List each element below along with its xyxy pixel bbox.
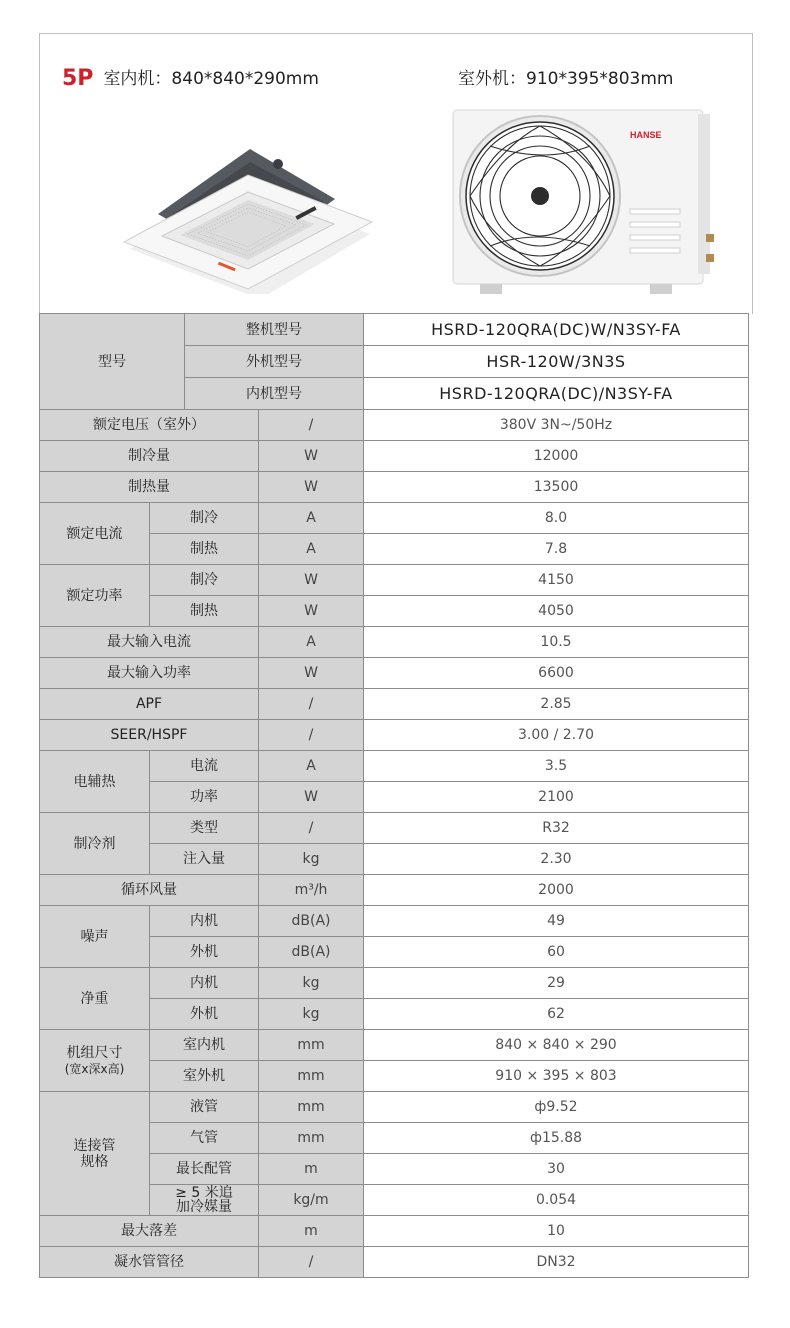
- table-row: [40, 1216, 749, 1247]
- indoor-size-text: 室内机：840*840*290mm: [103, 69, 319, 89]
- table-row: [40, 689, 749, 720]
- max-input-current-value: 10.5: [364, 627, 749, 658]
- seer-value: 3.00 / 2.70: [364, 720, 749, 751]
- rated-power-label: 额定功率: [40, 565, 150, 627]
- refrigerant-sub-label: 类型: [150, 813, 259, 844]
- seer-label: SEER/HSPF: [40, 720, 259, 751]
- refrigerant-unit: kg: [259, 844, 364, 875]
- net-weight-unit: kg: [259, 968, 364, 999]
- noise-value: 49: [364, 906, 749, 937]
- outdoor-unit-image: [450, 104, 715, 304]
- pipe-unit: m: [259, 1154, 364, 1185]
- rated-current-unit: A: [259, 534, 364, 565]
- rated-power-unit: W: [259, 565, 364, 596]
- heating-capacity-value: 13500: [364, 472, 749, 503]
- electric-heating-sub-label: 功率: [150, 782, 259, 813]
- max-height-diff-unit: m: [259, 1216, 364, 1247]
- table-row: [40, 813, 749, 844]
- pipe-value: 30: [364, 1154, 749, 1185]
- table-row: [40, 314, 749, 346]
- pipe-unit: mm: [259, 1092, 364, 1123]
- table-row: [40, 1247, 749, 1278]
- rated-power-sub-label: 制冷: [150, 565, 259, 596]
- max-input-current-unit: A: [259, 627, 364, 658]
- net-weight-unit: kg: [259, 999, 364, 1030]
- table-row: [40, 720, 749, 751]
- table-row: [40, 441, 749, 472]
- pipe-sub-label: 最长配管: [150, 1154, 259, 1185]
- max-height-diff-value: 10: [364, 1216, 749, 1247]
- model-row-value: HSRD-120QRA(DC)/N3SY-FA: [364, 378, 749, 410]
- table-row: [40, 968, 749, 999]
- table-row: [40, 906, 749, 937]
- table-row: [40, 658, 749, 689]
- rated-power-value: 4050: [364, 596, 749, 627]
- spec-table: [39, 313, 749, 1278]
- unit-size-sublabel: (宽x深x高): [64, 1061, 125, 1076]
- table-row: [40, 472, 749, 503]
- unit-size-title: 机组尺寸: [66, 1044, 123, 1061]
- max-input-power-label: 最大输入功率: [40, 658, 259, 689]
- pipe-value: ф15.88: [364, 1123, 749, 1154]
- net-weight-sub-label: 内机: [150, 968, 259, 999]
- model-row-label: 整机型号: [185, 314, 364, 346]
- apf-label: APF: [40, 689, 259, 720]
- unit-size-unit: mm: [259, 1061, 364, 1092]
- noise-value: 60: [364, 937, 749, 968]
- unit-size-sub-label: 室内机: [150, 1030, 259, 1061]
- rated-voltage-unit: /: [259, 410, 364, 441]
- rated-current-value: 7.8: [364, 534, 749, 565]
- indoor-unit-image: [110, 104, 380, 294]
- cooling-capacity-value: 12000: [364, 441, 749, 472]
- pipe-unit: kg/m: [259, 1185, 364, 1216]
- refrigerant-unit: /: [259, 813, 364, 844]
- electric-heating-label: 电辅热: [40, 751, 150, 813]
- seer-unit: /: [259, 720, 364, 751]
- table-row: [40, 410, 749, 441]
- max-input-power-value: 6600: [364, 658, 749, 689]
- rated-current-unit: A: [259, 503, 364, 534]
- unit-size-label: [40, 1030, 150, 1092]
- cooling-capacity-label: 制冷量: [40, 441, 259, 472]
- noise-label: 噪声: [40, 906, 150, 968]
- refrigerant-value: R32: [364, 813, 749, 844]
- airflow-unit: m³/h: [259, 875, 364, 906]
- refrigerant-value: 2.30: [364, 844, 749, 875]
- drain-pipe-label: 凝水管管径: [40, 1247, 259, 1278]
- noise-unit: dB(A): [259, 906, 364, 937]
- net-weight-sub-label: 外机: [150, 999, 259, 1030]
- pipe-label: [40, 1092, 150, 1216]
- refrigerant-sub-label: 注入量: [150, 844, 259, 875]
- rated-power-sub-label: 制热: [150, 596, 259, 627]
- extra-refrigerant-label: ≥ 5 米追加冷媒量: [175, 1185, 233, 1215]
- table-row: [40, 503, 749, 534]
- product-image-panel: [39, 33, 753, 314]
- heating-capacity-unit: W: [259, 472, 364, 503]
- pipe-unit: mm: [259, 1123, 364, 1154]
- model-label: 型号: [40, 314, 185, 410]
- unit-size-sub-label: 室外机: [150, 1061, 259, 1092]
- electric-heating-value: 3.5: [364, 751, 749, 782]
- apf-unit: /: [259, 689, 364, 720]
- pipe-sub-label: [150, 1185, 259, 1216]
- net-weight-value: 29: [364, 968, 749, 999]
- model-row-value: HSR-120W/3N3S: [364, 346, 749, 378]
- refrigerant-label: 制冷剂: [40, 813, 150, 875]
- pipe-title: 连接管规格: [73, 1137, 116, 1170]
- net-weight-label: 净重: [40, 968, 150, 1030]
- noise-sub-label: 外机: [150, 937, 259, 968]
- electric-heating-sub-label: 电流: [150, 751, 259, 782]
- cooling-capacity-unit: W: [259, 441, 364, 472]
- heating-capacity-label: 制热量: [40, 472, 259, 503]
- pipe-value: 0.054: [364, 1185, 749, 1216]
- model-row-label: 内机型号: [185, 378, 364, 410]
- table-row: [40, 565, 749, 596]
- outdoor-size-label: 室外机：910*395*803mm: [458, 69, 674, 89]
- model-row-label: 外机型号: [185, 346, 364, 378]
- table-row: [40, 751, 749, 782]
- table-row: [40, 875, 749, 906]
- table-row: [40, 627, 749, 658]
- noise-unit: dB(A): [259, 937, 364, 968]
- noise-sub-label: 内机: [150, 906, 259, 937]
- rated-current-label: 额定电流: [40, 503, 150, 565]
- unit-size-value: 910 × 395 × 803: [364, 1061, 749, 1092]
- electric-heating-value: 2100: [364, 782, 749, 813]
- unit-size-unit: mm: [259, 1030, 364, 1061]
- rated-current-sub-label: 制冷: [150, 503, 259, 534]
- rated-current-sub-label: 制热: [150, 534, 259, 565]
- pipe-sub-label: 气管: [150, 1123, 259, 1154]
- pipe-value: ф9.52: [364, 1092, 749, 1123]
- table-row: [40, 1030, 749, 1061]
- drain-pipe-unit: /: [259, 1247, 364, 1278]
- net-weight-value: 62: [364, 999, 749, 1030]
- rated-power-value: 4150: [364, 565, 749, 596]
- max-input-current-label: 最大输入电流: [40, 627, 259, 658]
- airflow-value: 2000: [364, 875, 749, 906]
- airflow-label: 循环风量: [40, 875, 259, 906]
- rated-power-unit: W: [259, 596, 364, 627]
- max-input-power-unit: W: [259, 658, 364, 689]
- brand-logo: HANSE: [630, 130, 662, 140]
- rated-voltage-label: 额定电压（室外）: [40, 410, 259, 441]
- indoor-size-label: [62, 64, 319, 91]
- electric-heating-unit: W: [259, 782, 364, 813]
- electric-heating-unit: A: [259, 751, 364, 782]
- max-height-diff-label: 最大落差: [40, 1216, 259, 1247]
- rated-voltage-value: 380V 3N~/50Hz: [364, 410, 749, 441]
- apf-value: 2.85: [364, 689, 749, 720]
- pipe-sub-label: 液管: [150, 1092, 259, 1123]
- rated-current-value: 8.0: [364, 503, 749, 534]
- model-row-value: HSRD-120QRA(DC)W/N3SY-FA: [364, 314, 749, 346]
- unit-size-value: 840 × 840 × 290: [364, 1030, 749, 1061]
- model-horsepower: 5P: [62, 66, 94, 91]
- table-row: [40, 1092, 749, 1123]
- drain-pipe-value: DN32: [364, 1247, 749, 1278]
